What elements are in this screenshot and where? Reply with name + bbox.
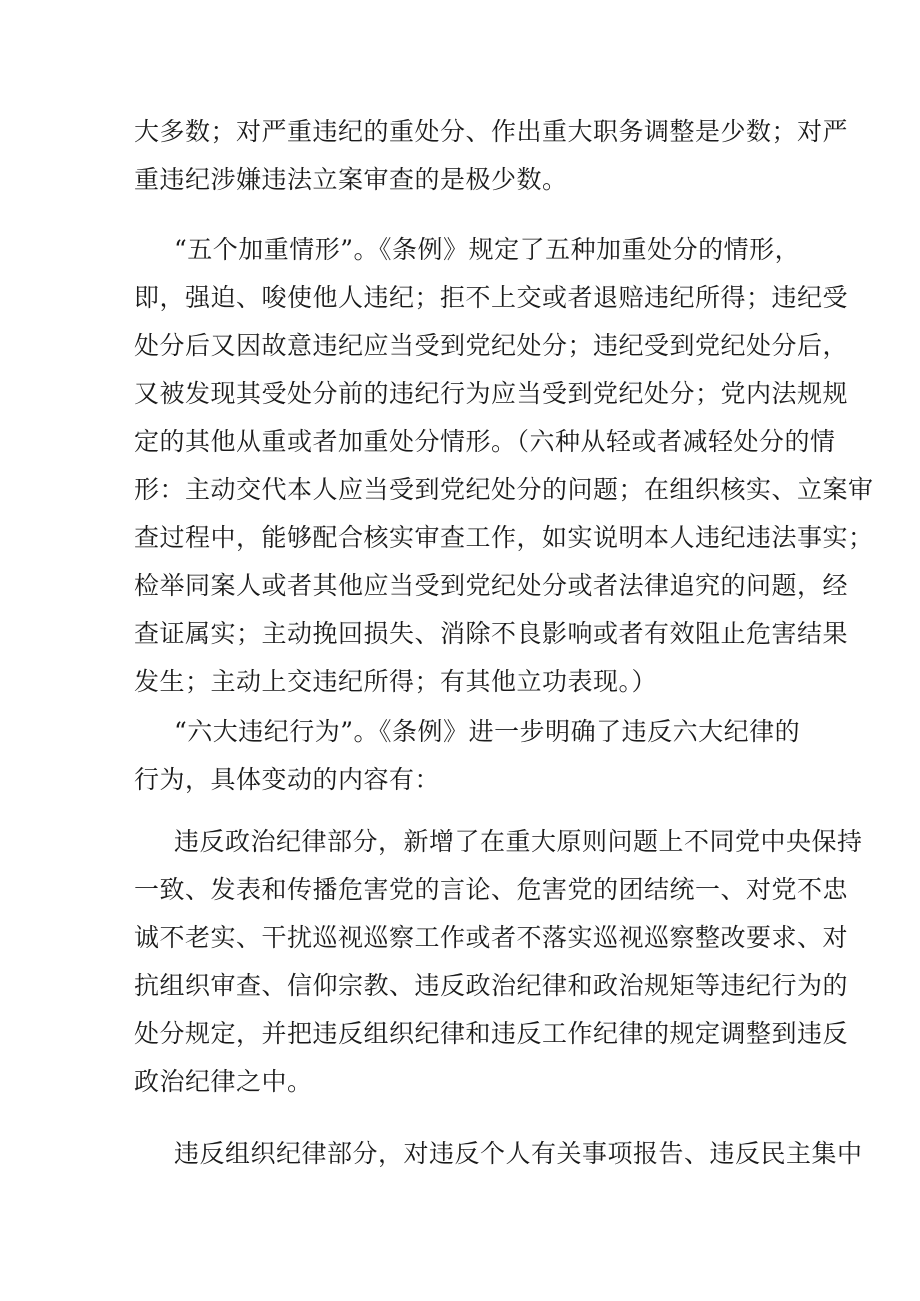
paragraph-2-line-9: 查证属实；主动挽回损失、消除不良影响或者有效阻止危害结果 xyxy=(134,619,849,648)
paragraph-5 xyxy=(134,1130,863,1178)
paragraph-2 xyxy=(134,226,874,706)
paragraph-3 xyxy=(134,708,801,804)
paragraph-2-line-10: 发生；主动上交违纪所得；有其他立功表现。） xyxy=(134,667,658,696)
paragraph-2-line-4: 又被发现其受处分前的违纪行为应当受到党纪处分；党内法规规 xyxy=(134,379,849,408)
paragraph-1-line-2: 重违纪涉嫌违法立案审查的是极少数。 xyxy=(134,165,568,194)
paragraph-2-line-5: 定的其他从重或者加重处分情形。（六种从轻或者减轻处分的情 xyxy=(134,427,836,456)
paragraph-3-line-1: “六大违纪行为”。《条例》进一步明确了违反六大纪律的 xyxy=(174,717,801,746)
paragraph-2-line-8: 检举同案人或者其他应当受到党纪处分或者法律追究的问题，经 xyxy=(134,571,849,600)
paragraph-4-line-4: 抗组织审查、信仰宗教、违反政治纪律和政治规矩等违纪行为的 xyxy=(134,971,849,1000)
paragraph-2-line-7: 查过程中，能够配合核实审查工作，如实说明本人违纪违法事实； xyxy=(134,523,874,552)
paragraph-3-line-2: 行为，具体变动的内容有： xyxy=(134,765,441,794)
paragraph-5-line-1: 违反组织纪律部分，对违反个人有关事项报告、违反民主集中 xyxy=(174,1139,863,1168)
paragraph-4 xyxy=(134,818,863,1106)
paragraph-2-line-3: 处分后又因故意违纪应当受到党纪处分；违纪受到党纪处分后， xyxy=(134,331,849,360)
paragraph-2-line-1: “五个加重情形”。《条例》规定了五种加重处分的情形， xyxy=(174,235,801,264)
paragraph-1-line-1: 大多数；对严重违纪的重处分、作出重大职务调整是少数；对严 xyxy=(134,117,849,146)
paragraph-1 xyxy=(134,108,849,204)
paragraph-4-line-2: 一致、发表和传播危害党的言论、危害党的团结统一、对党不忠 xyxy=(134,875,849,904)
paragraph-2-line-2: 即，强迫、唆使他人违纪；拒不上交或者退赔违纪所得；违纪受 xyxy=(134,283,849,312)
paragraph-4-line-3: 诚不老实、干扰巡视巡察工作或者不落实巡视巡察整改要求、对 xyxy=(134,923,849,952)
paragraph-4-line-6: 政治纪律之中。 xyxy=(134,1067,313,1096)
paragraph-2-line-6: 形：主动交代本人应当受到党纪处分的问题；在组织核实、立案审 xyxy=(134,475,874,504)
paragraph-4-line-1: 违反政治纪律部分，新增了在重大原则问题上不同党中央保持 xyxy=(174,827,863,856)
paragraph-4-line-5: 处分规定，并把违反组织纪律和违反工作纪律的规定调整到违反 xyxy=(134,1019,849,1048)
